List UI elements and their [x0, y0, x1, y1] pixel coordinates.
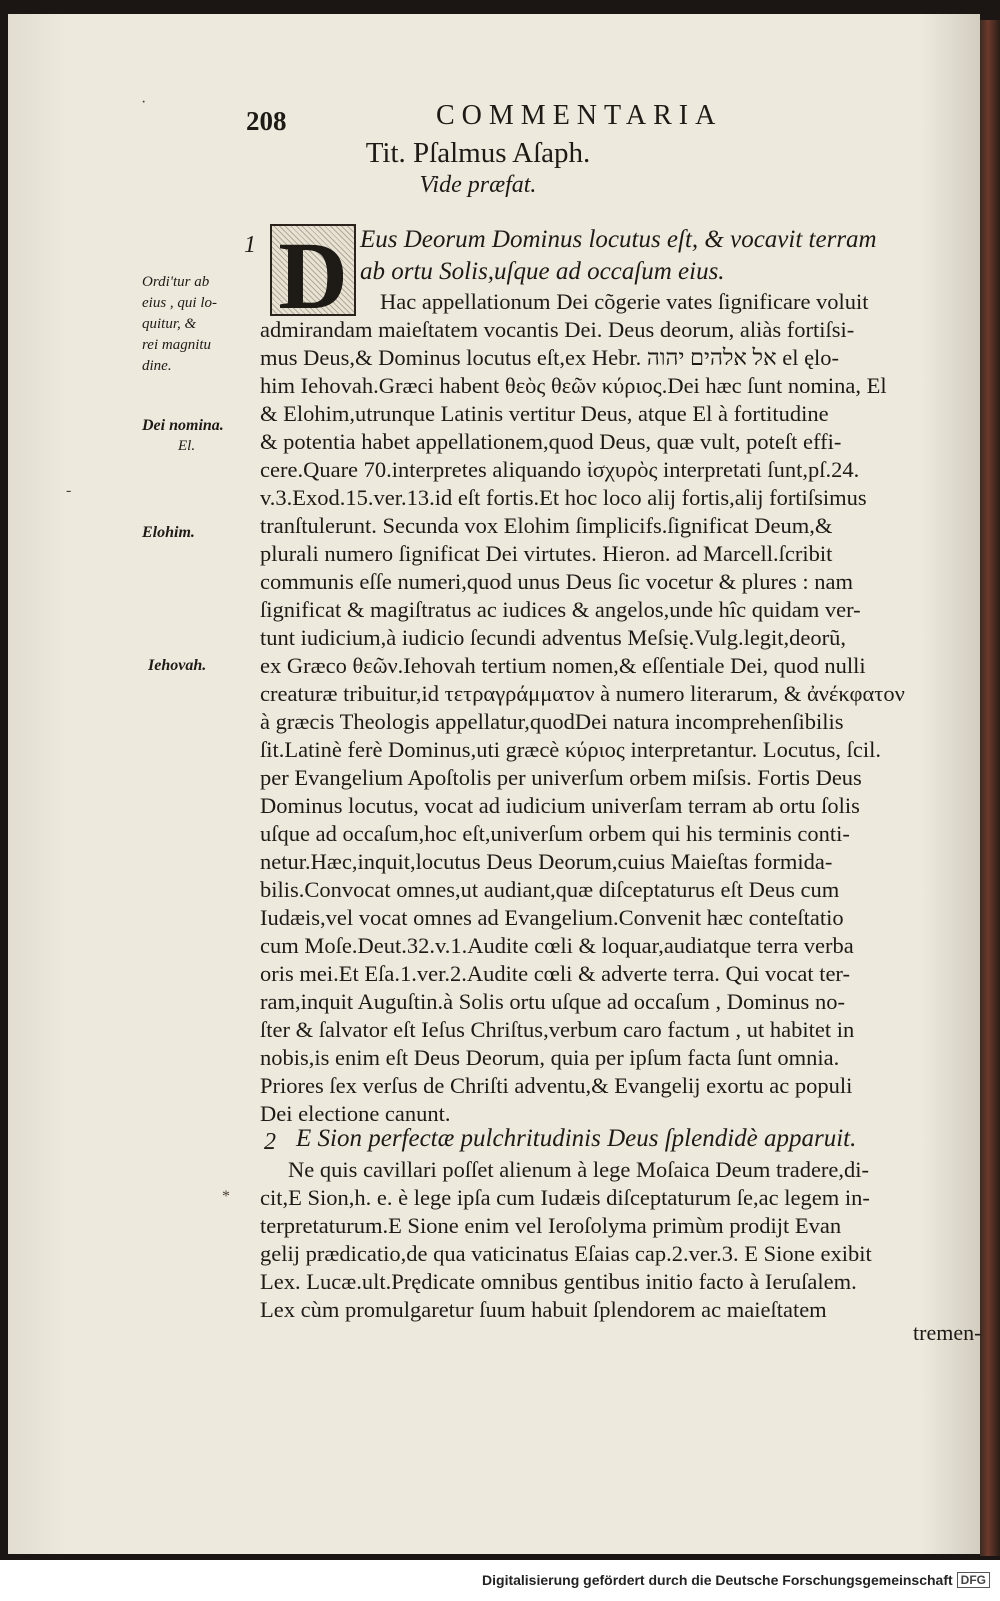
marginal-line: eius , qui lo- — [142, 295, 217, 311]
initial-letter: D — [278, 222, 348, 329]
body-line: tranſtulerunt. Secunda vox Elohim ſimplicifs.ſignificat Deum,& — [260, 513, 833, 538]
body-line: netur.Hæc,inquit,locutus Deus Deorum,cuius Maieſtas formida- — [260, 849, 833, 874]
marginal-note-dei-nomina — [142, 415, 224, 457]
marginal-line: dine. — [142, 358, 172, 374]
body-line: Priores ſex verſus de Chriſti adventu,& Evangelij exortu ac populi — [260, 1073, 853, 1098]
body-line: him Iehovah.Græci habent θεὸς θεῶν κύριος.Dei hæc ſunt nomina, El — [260, 373, 887, 398]
body-line: mus Deus,& Dominus locutus eſt,ex Hebr. אל אלהים יהוה el ęlo- — [260, 345, 840, 370]
margin-dash: - — [66, 482, 72, 499]
body-line: Ne quis cavillari poſſet alienum à lege Moſaica Deum tradere,di- — [288, 1157, 870, 1182]
body-line: Iudæis,vel vocat omnes ad Evangelium.Convenit hæc conteſtatio — [260, 905, 844, 930]
verse-number-1: 1 — [244, 232, 256, 258]
psalm-title: Tit. Pſalmus Aſaph. — [365, 137, 591, 169]
body-line: Dominus locutus, vocat ad iudicium univerſam terram ab ortu ſolis — [260, 793, 860, 818]
body-line: cum Moſe.Deut.32.v.1.Audite cœli & loquar,audiatque terra verba — [260, 933, 854, 958]
body-line: ex Græco θεῶν.Iehovah tertium nomen,& eſſentiale Dei, quod nulli — [260, 653, 866, 678]
body-line: ſit.Latinè ferè Dominus,uti græcè κύριος interpretantur. Locutus, ſcil. — [260, 737, 882, 762]
digitization-credit — [0, 1572, 990, 1588]
body-line: cere.Quare 70.interpretes aliquando ἰσχυρὸς interpretati ſunt,pſ.24. — [260, 457, 860, 482]
marginal-note-iehovah: Iehovah. — [148, 657, 207, 674]
book-page — [8, 14, 980, 1554]
body-line: v.3.Exod.15.ver.13.id eſt fortis.Et hoc loco alij fortis,alij fortiſsimus — [260, 485, 867, 510]
marginal-line: rei magnitu — [142, 337, 212, 353]
body-line: bilis.Convocat omnes,ut audiant,quæ diſceptaturus eſt Deus cum — [260, 877, 840, 902]
body-line: terpretaturum.E Sione enim vel Ieroſolyma primùm prodijt Evan — [260, 1213, 842, 1238]
psalm-subtitle: Vide præfat. — [419, 172, 537, 198]
body-line: gelij prædicatio,de qua vaticinatus Eſaias cap.2.ver.3. E Sione exibit — [260, 1241, 872, 1266]
body-line: ram,inquit Auguſtin.à Solis ortu uſque ad occaſum , Dominus no- — [260, 989, 845, 1014]
page-number: 208 — [246, 106, 287, 136]
body-line: & potentia habet appellationem,quod Deus, quæ vult, poteſt effi- — [260, 429, 842, 454]
body-line: tunt iudicium,à iudicio ſecundi adventus Meſsię.Vulg.legit,deorũ, — [260, 625, 847, 650]
margin-mark: * — [222, 1188, 230, 1205]
decorated-initial — [270, 222, 356, 329]
body-line: Dei electione canunt. — [260, 1101, 451, 1126]
body-line: Lex cùm promulgaretur ſuum habuit ſplendorem ac maieſtatem — [260, 1297, 827, 1322]
marginal-line: Ordi'tur ab — [142, 274, 210, 290]
marginal-line: Dei nomina. — [142, 417, 224, 434]
marginal-note-ordi — [142, 272, 217, 377]
body-line: cit,E Sion,h. e. è lege ipſa cum Iudæis diſceptaturum ſe,ac legem in- — [260, 1185, 870, 1210]
body-line: à græcis Theologis appellatur,quodDei natura incomprehenſibilis — [260, 709, 844, 734]
catchword: tremen- — [913, 1320, 982, 1345]
body-line: nobis,is enim eſt Deus Deorum, quia per ipſum facta ſunt omnia. — [260, 1045, 840, 1070]
ink-speck: · — [141, 94, 147, 111]
body-line: communis eſſe numeri,quod unus Deus ſic vocetur & plures : nam — [260, 569, 854, 594]
verse-number-2: 2 — [264, 1129, 276, 1155]
running-head — [8, 98, 980, 138]
body-line: oris mei.Et Eſa.1.ver.2.Audite cœli & adverte terra. Qui vocat ter- — [260, 961, 850, 986]
running-title: COMMENTARIA — [436, 100, 723, 131]
marginal-line: quitur, & — [142, 316, 197, 332]
dfg-logo: DFG — [957, 1572, 990, 1588]
body-line: Hac appellationum Dei cõgerie vates ſignificare voluit — [380, 289, 869, 314]
credit-text: Digitalisierung gefördert durch die Deutsche Forschungsgemeinschaft — [482, 1572, 953, 1588]
page-edge-binding — [980, 20, 1000, 1556]
body-line: creaturæ tribuitur,id τετραγράμματον à numero literarum, & ἀνέκφατον — [260, 681, 905, 706]
body-line: uſque ad occaſum,hoc eſt,univerſum orbem qui his terminis conti- — [260, 821, 850, 846]
body-line: ſter & ſalvator eſt Ieſus Chriſtus,verbum caro factum , ut habitet in — [260, 1017, 855, 1042]
verse-1-lemma-line-2: ab ortu Solis,uſque ad occaſum eius. — [360, 258, 725, 285]
verse-1-lemma-line-1: Eus Deorum Dominus locutus eſt, & vocavit terram — [360, 226, 877, 253]
body-line: ſignificat & magiſtratus ac iudices & angelos,unde hîc quidam ver- — [260, 597, 861, 622]
body-line: Lex. Lucæ.ult.Prędicate omnibus gentibus initio facto à Ieruſalem. — [260, 1269, 857, 1294]
body-line: plurali numero ſignificat Dei virtutes. Hieron. ad Marcell.ſcribit — [260, 541, 833, 566]
verse-2-lemma: E Sion perfectæ pulchritudinis Deus ſplendidè apparuit. — [296, 1125, 857, 1152]
body-line: & Elohim,utrunque Latinis vertitur Deus, atque El à fortitudine — [260, 401, 829, 426]
body-line: per Evangelium Apoſtolis per univerſum orbem miſsis. Fortis Deus — [260, 765, 862, 790]
marginal-note-elohim: Elohim. — [142, 524, 195, 541]
body-line: admirandam maieſtatem vocantis Dei. Deus deorum, aliàs fortiſsi- — [260, 317, 855, 342]
marginal-line: El. — [178, 438, 196, 454]
